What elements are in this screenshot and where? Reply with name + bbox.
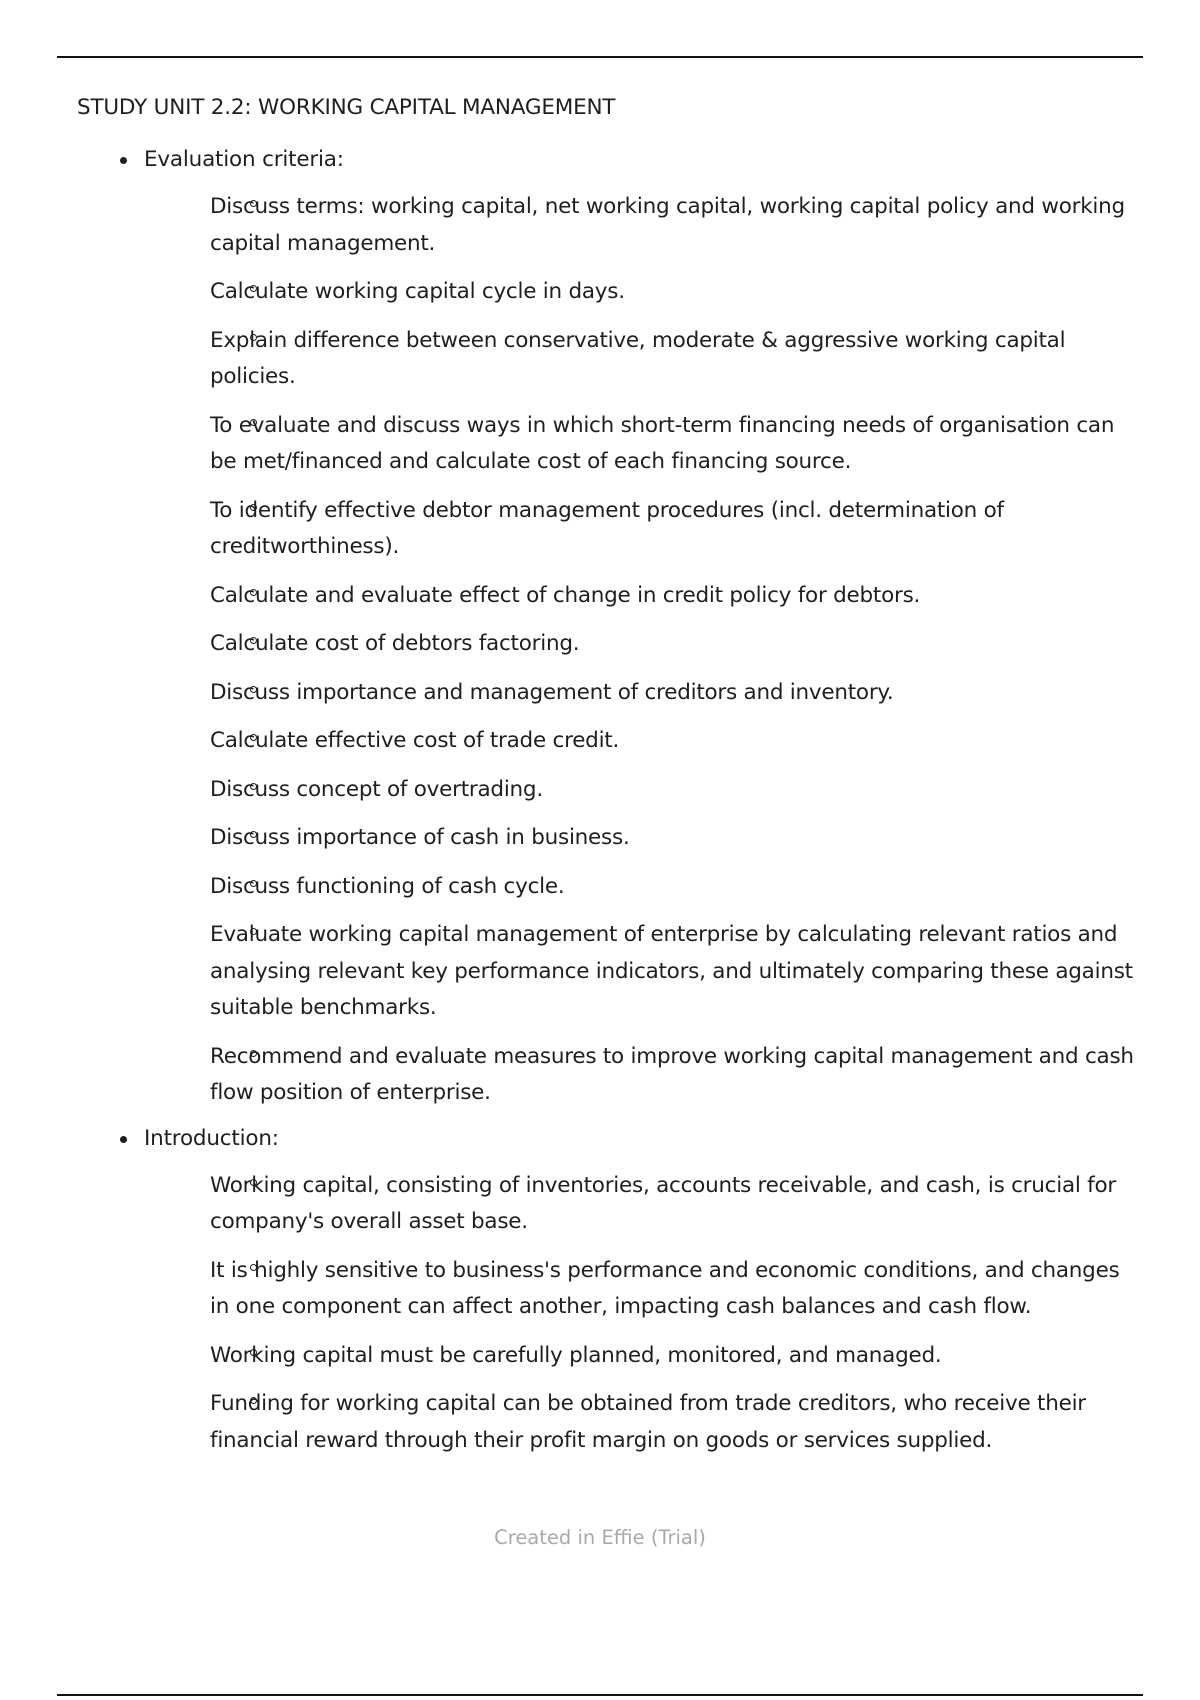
circle-bullet-icon bbox=[250, 1397, 257, 1404]
section-label: Introduction: bbox=[144, 1125, 279, 1151]
circle-bullet-icon bbox=[250, 200, 257, 207]
bottom-divider bbox=[57, 1694, 1143, 1696]
list-item: It is highly sensitive to business's performance and economic conditions, and changes in one component can affect another, impacting cash balances and cash flow. bbox=[210, 1257, 1120, 1319]
list-item: To evaluate and discuss ways in which short-term financing needs of organisation can be met/financed and calculate cost of each financing source. bbox=[210, 412, 1115, 474]
circle-bullet-icon bbox=[250, 419, 257, 426]
circle-bullet-icon bbox=[250, 589, 257, 596]
circle-bullet-icon bbox=[250, 880, 257, 887]
section-list bbox=[77, 145, 1143, 1459]
list-item: Discuss functioning of cash cycle. bbox=[210, 873, 565, 899]
list-item: Discuss concept of overtrading. bbox=[210, 776, 543, 802]
circle-bullet-icon bbox=[250, 504, 257, 511]
circle-bullet-icon bbox=[250, 928, 257, 935]
section-introduction bbox=[77, 1124, 1143, 1460]
introduction-list bbox=[144, 1168, 1143, 1460]
circle-bullet-icon bbox=[250, 1264, 257, 1271]
criteria-list bbox=[144, 189, 1143, 1112]
circle-bullet-icon bbox=[250, 831, 257, 838]
list-item: Discuss importance of cash in business. bbox=[210, 825, 630, 850]
circle-bullet-icon bbox=[250, 734, 257, 741]
page-title: STUDY UNIT 2.2: WORKING CAPITAL MANAGEMENT bbox=[77, 95, 616, 120]
list-item: To identify effective debtor management procedures (incl. determination of creditworthiness). bbox=[210, 497, 1004, 559]
circle-bullet-icon bbox=[250, 334, 257, 341]
document-body bbox=[77, 93, 1143, 1471]
circle-bullet-icon bbox=[250, 783, 257, 790]
list-item: Calculate working capital cycle in days. bbox=[210, 279, 625, 304]
circle-bullet-icon bbox=[250, 1179, 257, 1186]
list-item: Funding for working capital can be obtained from trade creditors, who receive their financial reward through their profit margin on goods or services supplied. bbox=[210, 1391, 1086, 1453]
circle-bullet-icon bbox=[250, 1050, 257, 1057]
list-item: Discuss terms: working capital, net working capital, working capital policy and working capital management. bbox=[210, 194, 1125, 256]
circle-bullet-icon bbox=[250, 1349, 257, 1356]
list-item: Recommend and evaluate measures to improve working capital management and cash flow position of enterprise. bbox=[210, 1043, 1134, 1105]
section-evaluation-criteria bbox=[77, 145, 1143, 1112]
list-item: Working capital must be carefully planned, monitored, and managed. bbox=[210, 1342, 942, 1368]
list-item: Calculate and evaluate effect of change in credit policy for debtors. bbox=[210, 582, 921, 608]
list-item: Calculate cost of debtors factoring. bbox=[210, 631, 580, 656]
list-item: Explain difference between conservative, moderate & aggressive working capital policies. bbox=[210, 327, 1066, 389]
list-item: Evaluate working capital management of enterprise by calculating relevant ratios and analysing relevant key performance indicators, and ultimately comparing these against suitable benchmarks. bbox=[210, 922, 1133, 1020]
bullet-icon bbox=[120, 1136, 127, 1143]
list-item: Calculate effective cost of trade credit. bbox=[210, 728, 620, 753]
circle-bullet-icon bbox=[250, 637, 257, 644]
list-item: Working capital, consisting of inventories, accounts receivable, and cash, is crucial for company's overall asset base. bbox=[210, 1172, 1116, 1234]
top-divider bbox=[57, 56, 1143, 58]
section-label: Evaluation criteria: bbox=[144, 147, 344, 172]
circle-bullet-icon bbox=[250, 686, 257, 693]
watermark-footer: Created in Effie (Trial) bbox=[494, 1526, 706, 1549]
circle-bullet-icon bbox=[250, 285, 257, 292]
list-item: Discuss importance and management of creditors and inventory. bbox=[210, 679, 894, 705]
bullet-icon bbox=[120, 157, 127, 164]
